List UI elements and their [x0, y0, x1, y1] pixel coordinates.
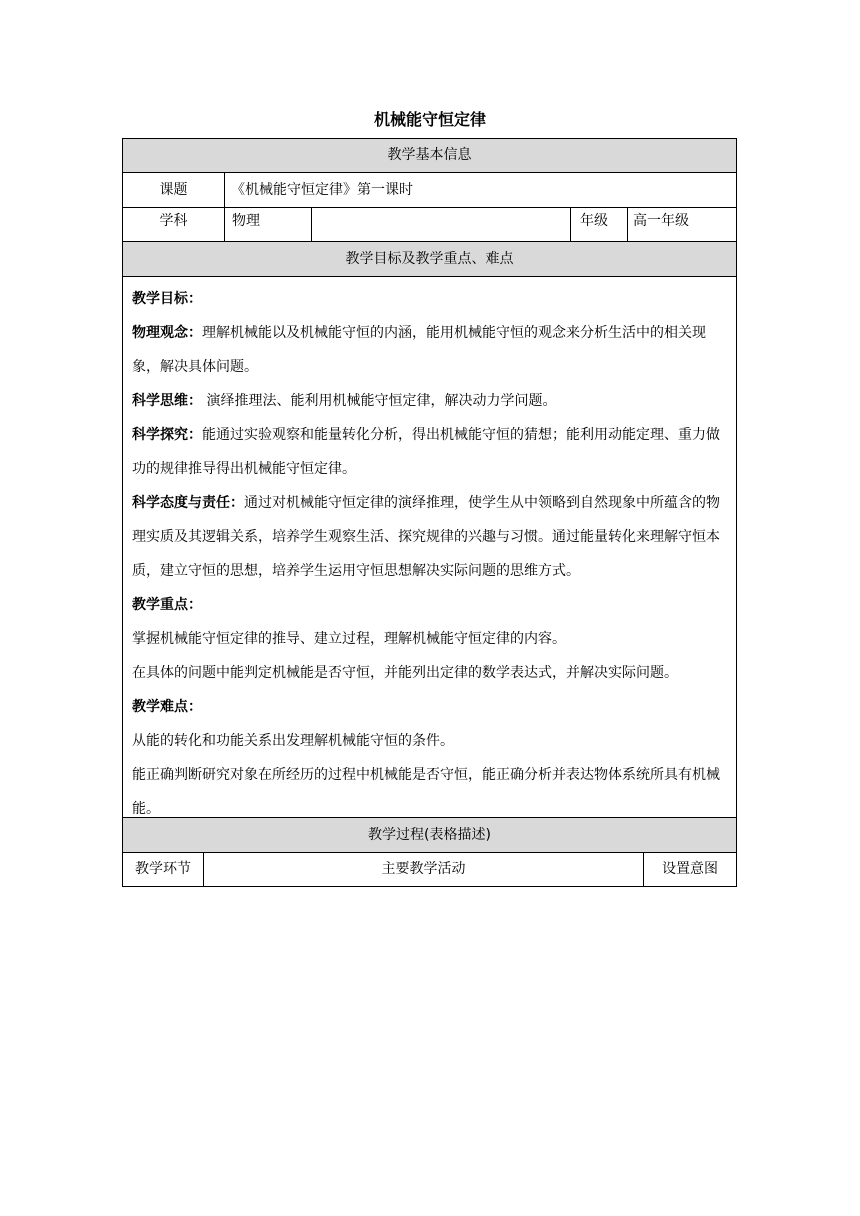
- process-header-row: [122, 853, 737, 887]
- topic-value: 《机械能守恒定律》第一课时: [231, 182, 413, 198]
- grade-label: 年级: [580, 213, 608, 229]
- goal-inquiry: [132, 418, 728, 486]
- document-title: 机械能守恒定律: [373, 110, 486, 129]
- section-process: [122, 817, 737, 853]
- col-intent: 设置意图: [662, 861, 718, 877]
- goals-content: [122, 276, 737, 818]
- blank-cell: [312, 208, 570, 241]
- section-goals: [122, 241, 737, 277]
- goals-heading: 教学目标：: [132, 291, 202, 307]
- goal-attitude: [132, 486, 728, 588]
- col-stage: 教学环节: [135, 861, 191, 877]
- difficulty-2: 能正确判断研究对象在所经历的过程中机械能是否守恒，能正确分析并表达物体系统所具有机械能。: [132, 767, 720, 817]
- section-process-label: 教学过程(表格描述): [368, 827, 491, 843]
- col-activity: 主要教学活动: [381, 861, 466, 877]
- section-basic-info: [122, 138, 737, 173]
- goal-attitude-text: 通过对机械能守恒定律的演绎推理，使学生从中领略到自然现象中所蕴含的物理实质及其逻辑关系，培养学生观察生活、探究规律的兴趣与习惯。通过能量转化来理解守恒本质，建立守恒的思想，培养学生运用守恒思想解决实际问题的思维方式。: [132, 495, 720, 579]
- goal-physics-text: 理解机械能以及机械能守恒的内涵，能用机械能守恒的观念来分析生活中的相关现象，解决具体问题。: [132, 325, 706, 375]
- grade-value: 高一年级: [633, 213, 689, 229]
- goal-physics: [132, 316, 728, 384]
- section-basic-info-label: 教学基本信息: [387, 147, 472, 163]
- section-goals-label: 教学目标及教学重点、难点: [345, 251, 514, 267]
- info-row-topic: [122, 173, 737, 208]
- topic-label: 课题: [159, 182, 188, 198]
- goal-thinking: [132, 384, 728, 418]
- difficulty-heading: 教学难点：: [132, 699, 202, 715]
- goal-attitude-label: 科学态度与责任：: [132, 495, 244, 511]
- subject-label: 学科: [159, 213, 188, 229]
- key-point-1: 掌握机械能守恒定律的推导、建立过程，理解机械能守恒定律的内容。: [132, 631, 566, 647]
- goal-physics-label: 物理观念：: [132, 325, 202, 341]
- info-row-subject: [122, 208, 737, 242]
- goal-thinking-text: 演绎推理法、能利用机械能守恒定律，解决动力学问题。: [202, 393, 557, 409]
- goal-inquiry-label: 科学探究：: [132, 427, 202, 443]
- key-points-heading: 教学重点：: [132, 597, 202, 613]
- goal-inquiry-text: 能通过实验观察和能量转化分析，得出机械能守恒的猜想；能利用动能定理、重力做功的规律推导得出机械能守恒定律。: [132, 427, 720, 477]
- difficulty-1: 从能的转化和功能关系出发理解机械能守恒的条件。: [132, 733, 454, 749]
- subject-value: 物理: [232, 213, 260, 229]
- goal-thinking-label: 科学思维：: [132, 393, 202, 409]
- key-point-2: 在具体的问题中能判定机械能是否守恒，并能列出定律的数学表达式，并解决实际问题。: [132, 665, 678, 681]
